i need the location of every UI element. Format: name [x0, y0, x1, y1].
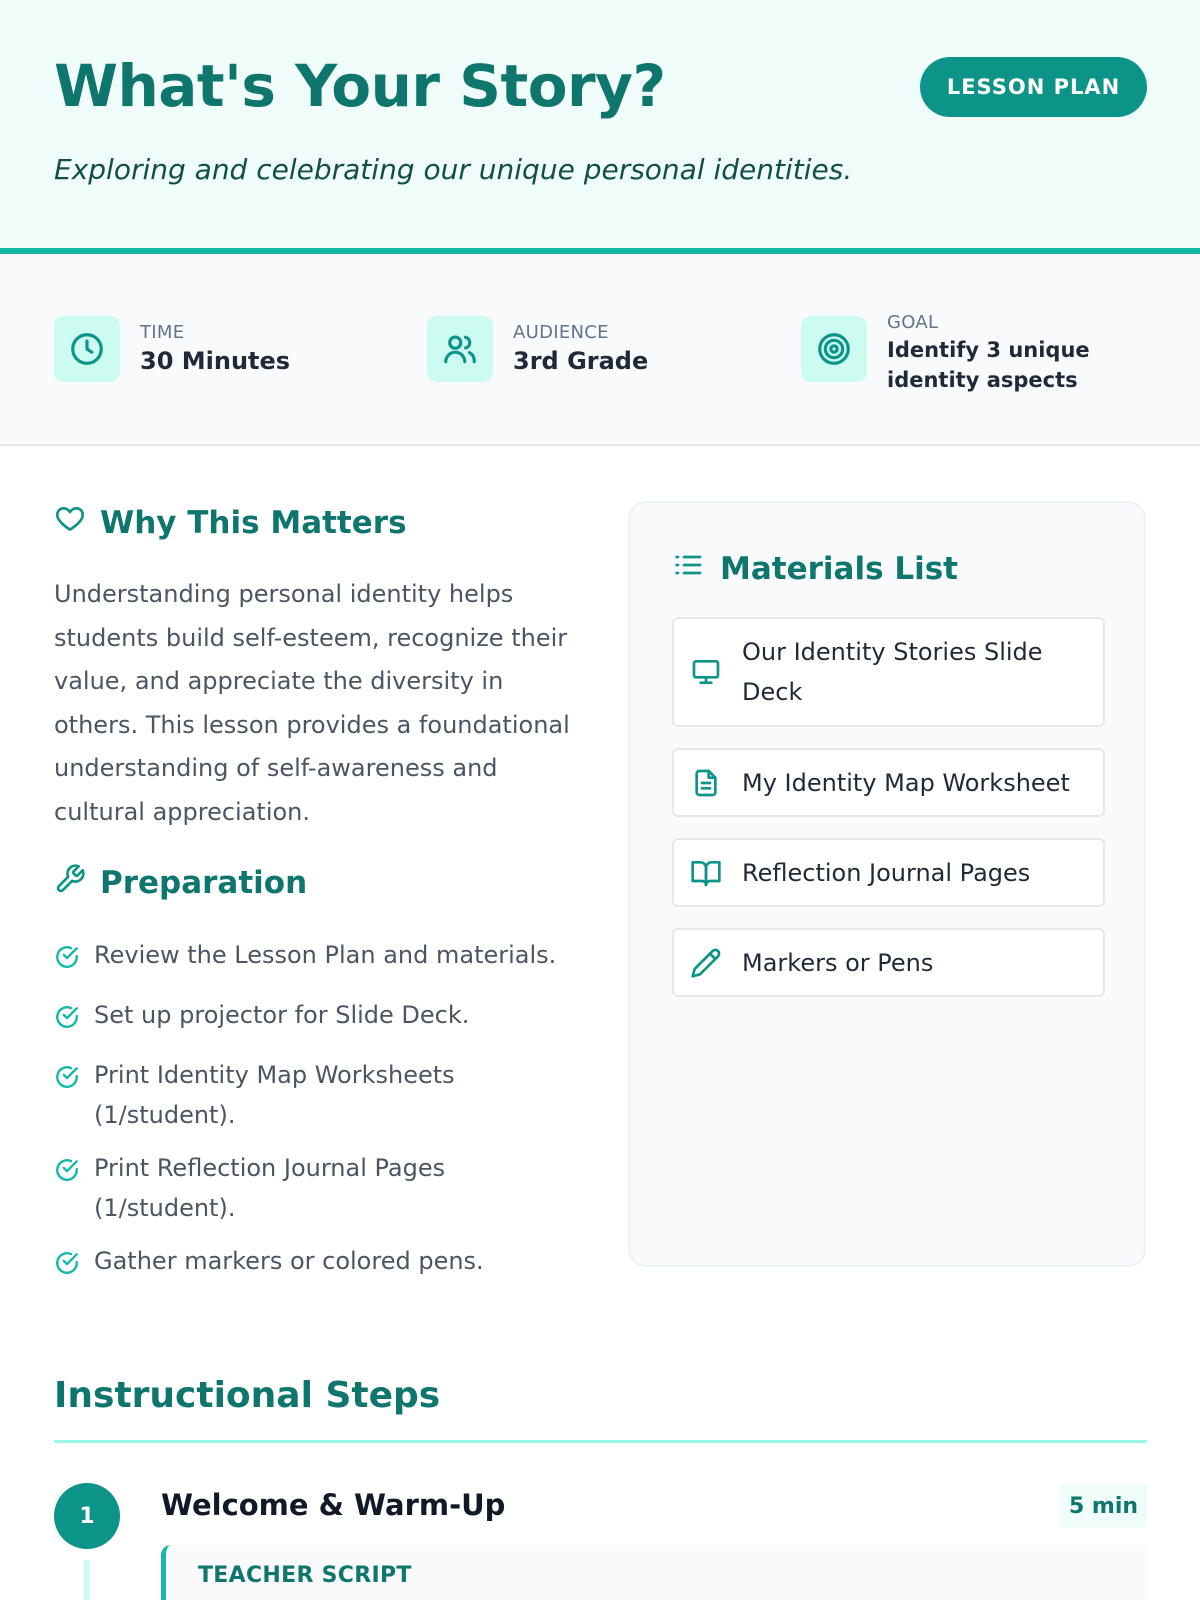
- list-item: Print Identity Map Worksheets (1/student).: [54, 1055, 574, 1135]
- list-item: Review the Lesson Plan and materials.: [54, 935, 574, 982]
- meta-goal-label: GOAL: [887, 312, 939, 333]
- material-label: Our Identity Stories Slide Deck: [742, 638, 1043, 706]
- page-title: What's Your Story?: [54, 52, 666, 120]
- target-icon: [801, 316, 867, 382]
- meta-audience-label: AUDIENCE: [513, 322, 609, 343]
- users-icon: [427, 316, 493, 382]
- steps-heading: Instructional Steps: [54, 1375, 441, 1416]
- meta-audience-value: 3rd Grade: [513, 347, 649, 375]
- page-subtitle: Exploring and celebrating our unique personal identities.: [54, 153, 853, 186]
- pencil-icon: [690, 947, 722, 979]
- clock-icon: [54, 316, 120, 382]
- material-label: My Identity Map Worksheet: [742, 768, 1070, 797]
- check-circle-icon: [54, 1155, 80, 1228]
- material-item-worksheet[interactable]: [672, 748, 1105, 817]
- material-item-markers[interactable]: [672, 928, 1105, 997]
- book-icon: [690, 857, 722, 889]
- step-number: 1: [54, 1483, 120, 1549]
- step-connector: [84, 1560, 90, 1600]
- list-item: Set up projector for Slide Deck.: [54, 995, 574, 1042]
- teacher-script-label: TEACHER SCRIPT: [198, 1563, 412, 1588]
- material-item-journal[interactable]: [672, 838, 1105, 907]
- meta-time-value: 30 Minutes: [140, 347, 291, 375]
- teacher-script-box: [161, 1545, 1147, 1600]
- heart-icon: [54, 503, 86, 543]
- check-circle-icon: [54, 1062, 80, 1135]
- step-duration-badge: 5 min: [1060, 1484, 1147, 1528]
- check-circle-icon: [54, 1248, 80, 1288]
- meta-goal-value: Identify 3 unique identity aspects: [887, 338, 1090, 392]
- materials-heading: [672, 549, 958, 589]
- divider: [54, 1440, 1147, 1443]
- document-icon: [690, 767, 722, 799]
- check-circle-icon: [54, 1002, 80, 1042]
- preparation-heading-text: Preparation: [100, 865, 308, 901]
- material-item-slide-deck[interactable]: [672, 617, 1105, 727]
- list-item: Gather markers or colored pens.: [54, 1241, 574, 1288]
- why-heading: [54, 503, 407, 543]
- lesson-meta-bar: [0, 254, 1200, 446]
- lesson-plan-badge: LESSON PLAN: [920, 57, 1147, 117]
- material-label: Markers or Pens: [742, 948, 934, 977]
- preparation-list: [54, 935, 574, 1301]
- why-body: Understanding personal identity helps students build self-esteem, recognize their value, and appreciate the diversity in others. This lesson provides a foundational understanding of self-awareness and cultural appreciation.: [54, 580, 570, 826]
- list-item: Print Reflection Journal Pages (1/student).: [54, 1148, 574, 1228]
- preparation-heading: [54, 863, 307, 903]
- header: [0, 0, 1200, 254]
- list-icon: [672, 549, 704, 589]
- monitor-icon: [690, 656, 722, 688]
- material-label: Reflection Journal Pages: [742, 858, 1031, 887]
- materials-panel: [628, 501, 1146, 1267]
- meta-time-label: TIME: [140, 322, 185, 343]
- check-circle-icon: [54, 942, 80, 982]
- why-heading-text: Why This Matters: [100, 505, 407, 541]
- materials-heading-text: Materials List: [720, 551, 958, 587]
- step-title: Welcome & Warm-Up: [161, 1488, 506, 1522]
- wrench-icon: [54, 863, 86, 903]
